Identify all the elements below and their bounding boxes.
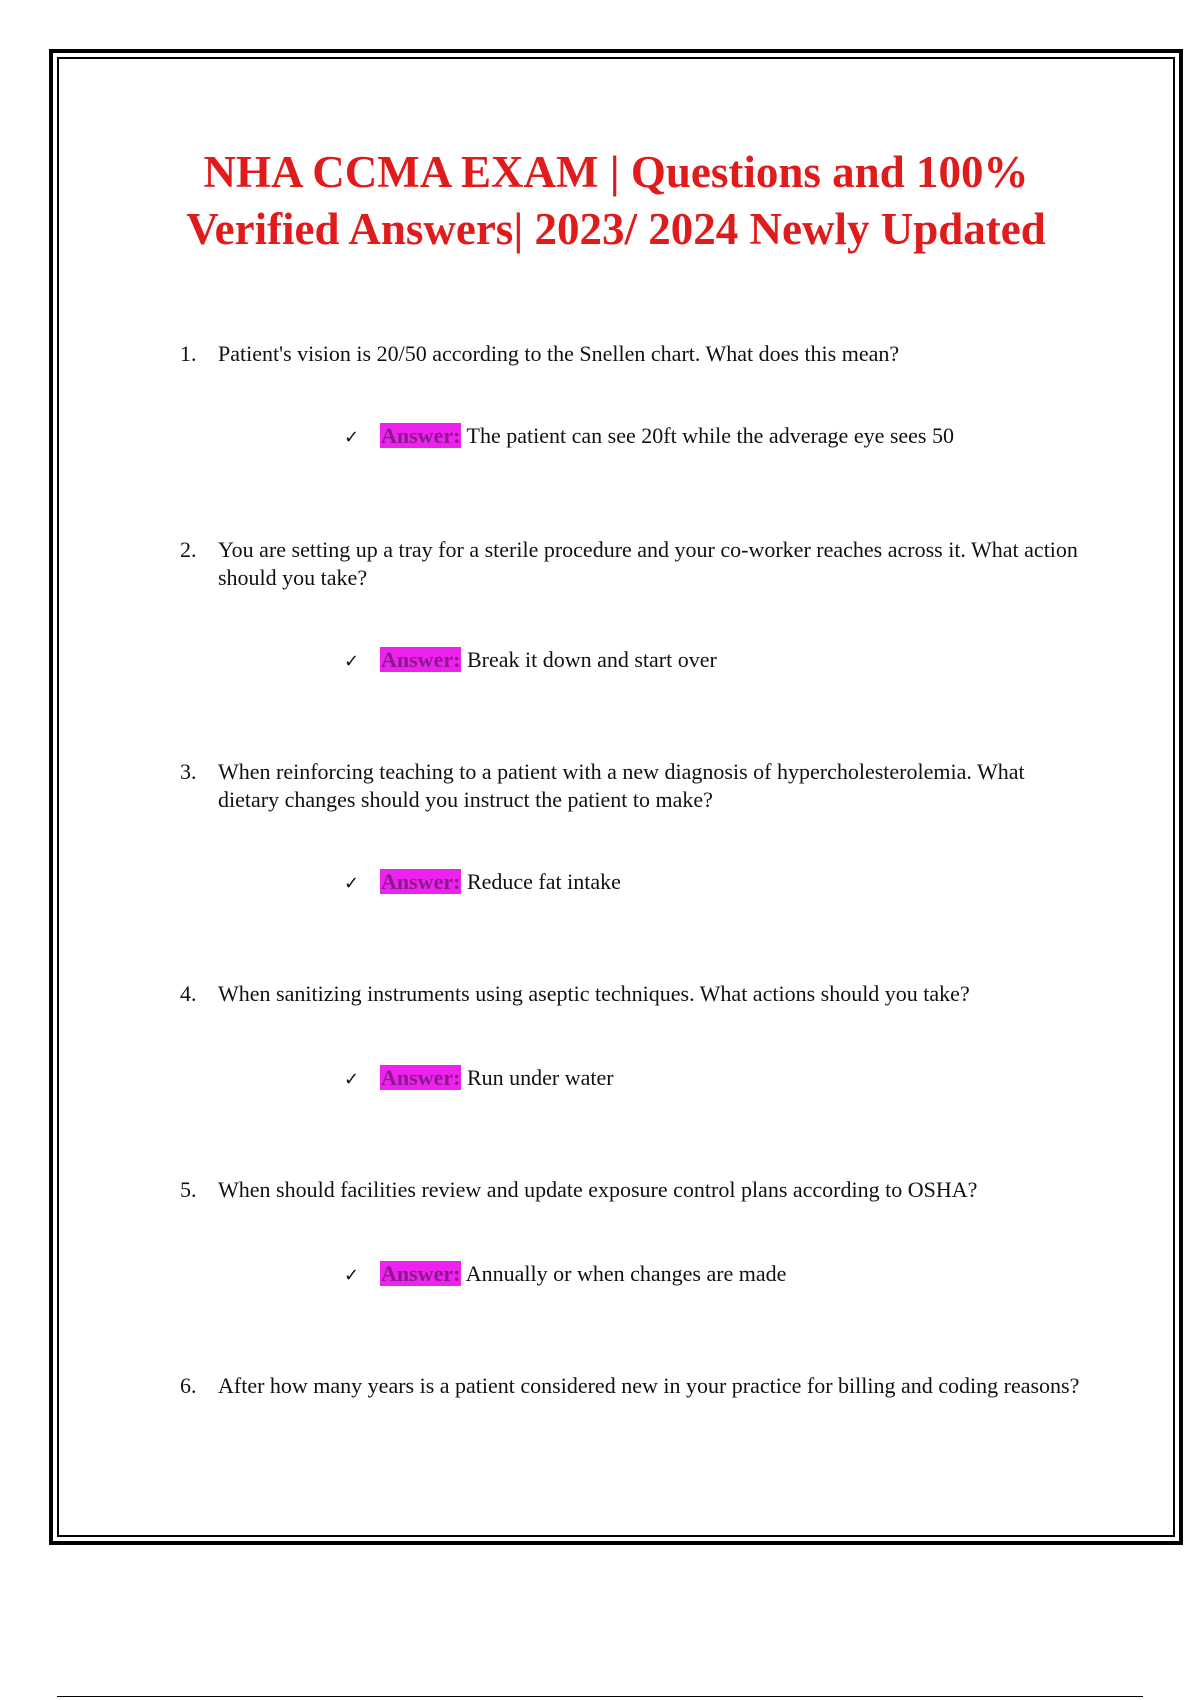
question-number: 5. bbox=[180, 1177, 197, 1202]
answer-label: Answer: bbox=[381, 1261, 461, 1286]
question-number: 1. bbox=[180, 341, 197, 366]
checkmark-icon: ✓ bbox=[344, 1069, 360, 1090]
question-text: When sanitizing instruments using aseptic techniques. What actions should you take? bbox=[218, 981, 970, 1006]
checkmark-icon: ✓ bbox=[344, 873, 360, 894]
checkmark-icon: ✓ bbox=[344, 427, 360, 448]
question-text: After how many years is a patient considered new in your practice for billing and coding reasons? bbox=[218, 1373, 1080, 1398]
checkmark-icon: ✓ bbox=[344, 1265, 360, 1286]
answer-label: Answer: bbox=[381, 1065, 461, 1090]
answer-text: Break it down and start over bbox=[466, 647, 717, 672]
answer-item bbox=[344, 1064, 614, 1094]
title-line-2: Verified Answers| 2023/ 2024 Newly Updated bbox=[186, 204, 1046, 254]
answer-label: Answer: bbox=[381, 423, 461, 448]
question-item bbox=[180, 758, 1080, 814]
answer-text: The patient can see 20ft while the adverage eye sees 50 bbox=[466, 423, 954, 448]
answer-item bbox=[344, 1260, 786, 1290]
question-item bbox=[180, 340, 1080, 368]
answer-item bbox=[344, 422, 954, 452]
question-item bbox=[180, 1176, 1080, 1204]
question-text: When reinforcing teaching to a patient with a new diagnosis of hypercholesterolemia. What dietary changes should you instruct the patient to make? bbox=[218, 759, 1025, 812]
title-line-1: NHA CCMA EXAM | Questions and 100% bbox=[203, 147, 1029, 197]
question-number: 3. bbox=[180, 759, 197, 784]
answer-text: Reduce fat intake bbox=[466, 869, 621, 894]
answer-item bbox=[344, 868, 621, 898]
answer-item bbox=[344, 646, 717, 676]
question-item bbox=[180, 1372, 1080, 1400]
question-text: You are setting up a tray for a sterile procedure and your co-worker reaches across it. What action should you take? bbox=[218, 537, 1078, 590]
question-text: Patient's vision is 20/50 according to the Snellen chart. What does this mean? bbox=[218, 341, 900, 366]
document-title bbox=[60, 144, 1172, 258]
question-number: 6. bbox=[180, 1373, 197, 1398]
question-number: 2. bbox=[180, 537, 197, 562]
answer-label: Answer: bbox=[381, 869, 461, 894]
question-number: 4. bbox=[180, 981, 197, 1006]
question-item bbox=[180, 980, 1080, 1008]
answer-text: Run under water bbox=[466, 1065, 614, 1090]
question-text: When should facilities review and update exposure control plans according to OSHA? bbox=[218, 1177, 978, 1202]
answer-text: Annually or when changes are made bbox=[465, 1261, 787, 1286]
answer-label: Answer: bbox=[381, 647, 461, 672]
checkmark-icon: ✓ bbox=[344, 651, 360, 672]
question-item bbox=[180, 536, 1080, 592]
bottom-divider bbox=[57, 1696, 1143, 1697]
